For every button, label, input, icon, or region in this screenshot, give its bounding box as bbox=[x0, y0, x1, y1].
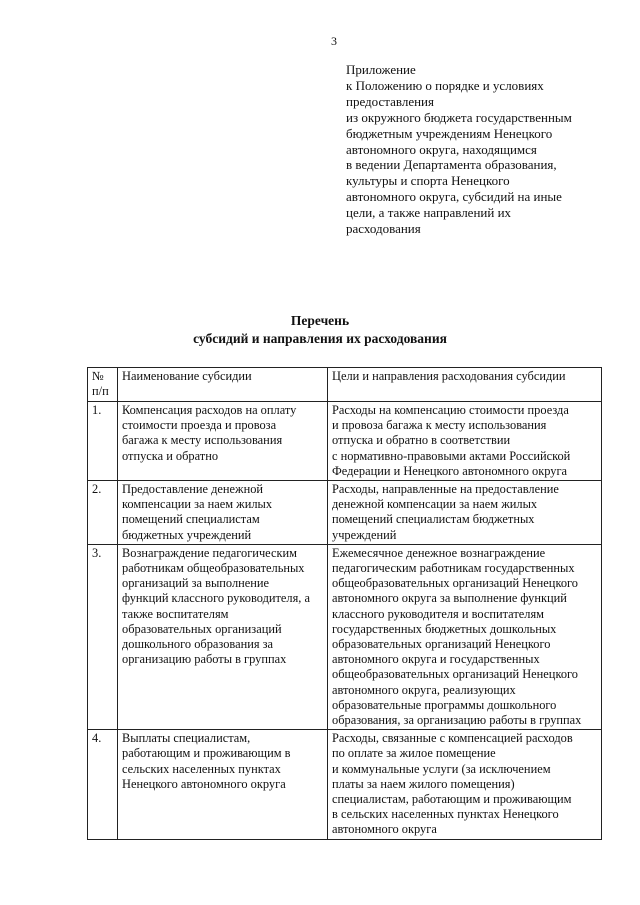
subsidy-name bbox=[118, 544, 328, 729]
subsidy-name bbox=[118, 730, 328, 839]
row-number bbox=[88, 544, 118, 729]
subsidy-name-line: отпуска и обратно bbox=[122, 448, 219, 463]
subsidy-name-line: работникам общеобразовательных bbox=[122, 561, 305, 576]
appendix-line: в ведении Департамента образования, bbox=[346, 157, 557, 173]
subsidy-name-line: компенсации за наем жилых bbox=[122, 497, 273, 512]
subsidy-purpose bbox=[328, 402, 602, 481]
subsidy-name-line: сельских населенных пунктах bbox=[122, 761, 281, 776]
subsidy-name-line: организаций за выполнение bbox=[122, 576, 270, 591]
subsidy-purpose-line: Расходы, связанные с компенсацией расходов bbox=[332, 731, 573, 746]
subsidy-purpose-line: и провоза багажа к месту использования bbox=[332, 418, 547, 433]
appendix-heading bbox=[346, 62, 626, 237]
row-number bbox=[88, 481, 118, 545]
table-row bbox=[88, 481, 602, 545]
subsidy-name-line: стоимости проезда и провоза bbox=[122, 418, 277, 433]
subsidy-purpose-line: образовательных организаций Ненецкого bbox=[332, 637, 551, 652]
subsidy-purpose-line: Расходы на компенсацию стоимости проезда bbox=[332, 403, 569, 417]
subsidy-name-line: образовательных организаций bbox=[122, 621, 282, 636]
header-number-line: п/п bbox=[92, 384, 109, 399]
subsidy-purpose-line: автономного округа bbox=[332, 822, 437, 837]
row-number-text: 2. bbox=[92, 482, 102, 497]
subsidy-name-line: организацию работы в группах bbox=[122, 652, 287, 667]
appendix-line: цели, а также направлений их bbox=[346, 205, 512, 221]
subsidy-name-line: Выплаты специалистам, bbox=[122, 731, 251, 746]
row-number bbox=[88, 730, 118, 839]
subsidy-purpose-line: отпуска и обратно в соответствии bbox=[332, 433, 511, 448]
table-header-row bbox=[88, 368, 602, 402]
subsidy-purpose-line: с нормативно-правовыми актами Российской bbox=[332, 448, 571, 463]
subsidy-name-line: Компенсация расходов на оплату bbox=[122, 403, 297, 417]
subsidy-purpose-line: платы за наем жилого помещения) bbox=[332, 776, 515, 791]
subsidy-purpose-line: педагогическим работникам государственных bbox=[332, 561, 575, 576]
subsidy-name-line: Ненецкого автономного округа bbox=[122, 776, 286, 791]
appendix-line: культуры и спорта Ненецкого bbox=[346, 173, 510, 189]
subsidy-purpose-line: автономного округа за выполнение функций bbox=[332, 591, 567, 606]
subsidy-purpose-line: общеобразовательных организаций Ненецкого bbox=[332, 576, 578, 591]
appendix-line: к Положению о порядке и условиях bbox=[346, 77, 544, 93]
subsidy-purpose-line: учреждений bbox=[332, 527, 397, 542]
row-number-text: 4. bbox=[92, 731, 102, 746]
subsidy-purpose-line: образовательные программы дошкольного bbox=[332, 697, 557, 712]
subsidy-name-line: Предоставление денежной bbox=[122, 482, 264, 497]
header-purpose-line: Цели и направления расходования субсидии bbox=[332, 369, 566, 383]
subsidy-purpose bbox=[328, 481, 602, 545]
subsidy-purpose-line: государственных бюджетных дошкольных bbox=[332, 621, 557, 636]
header-purpose bbox=[328, 368, 602, 402]
header-number bbox=[88, 368, 118, 402]
table-row bbox=[88, 402, 602, 481]
subsidy-purpose bbox=[328, 544, 602, 729]
appendix-line: бюджетным учреждениям Ненецкого bbox=[346, 125, 553, 141]
subsidy-purpose-line: специалистам, работающим и проживающим bbox=[332, 792, 572, 807]
subsidy-name-line: багажа к месту использования bbox=[122, 433, 283, 448]
subsidy-name-line: также воспитателям bbox=[122, 606, 229, 621]
subsidy-purpose-line: Расходы, направленные на предоставление bbox=[332, 482, 559, 497]
subsidy-purpose-line: образования, за организацию работы в группах bbox=[332, 713, 582, 728]
appendix-line: из окружного бюджета государственным bbox=[346, 109, 572, 125]
document-subtitle: субсидий и направления их расходования bbox=[193, 331, 447, 346]
appendix-line: Приложение bbox=[346, 62, 416, 77]
subsidy-purpose-line: помещений специалистам бюджетных bbox=[332, 512, 535, 527]
header-name-line: Наименование субсидии bbox=[122, 369, 252, 383]
subsidy-name-line: Вознаграждение педагогическим bbox=[122, 545, 297, 560]
subsidy-name-line: функций классного руководителя, а bbox=[122, 591, 310, 606]
table-row bbox=[88, 544, 602, 729]
subsidy-purpose-line: Ежемесячное денежное вознаграждение bbox=[332, 545, 546, 560]
subsidy-purpose-line: общеобразовательных организаций Ненецкого bbox=[332, 667, 578, 682]
row-number bbox=[88, 402, 118, 481]
header-name bbox=[118, 368, 328, 402]
subsidy-name bbox=[118, 481, 328, 545]
row-number-text: 3. bbox=[92, 545, 102, 560]
subsidy-purpose-line: Федерации и Ненецкого автономного округа bbox=[332, 463, 568, 478]
subsidy-purpose-line: классного руководителя и воспитателям bbox=[332, 606, 544, 621]
header-number-line: № bbox=[92, 369, 104, 383]
row-number-text: 1. bbox=[92, 403, 102, 417]
appendix-line: автономного округа, субсидий на иные bbox=[346, 189, 562, 205]
subsidies-table bbox=[87, 367, 602, 840]
appendix-line: расходования bbox=[346, 221, 421, 237]
subsidy-purpose-line: по оплате за жилое помещение bbox=[332, 746, 496, 761]
subsidy-purpose-line: автономного округа и государственных bbox=[332, 652, 540, 667]
subsidy-name-line: помещений специалистам bbox=[122, 512, 260, 527]
subsidy-name-line: дошкольного образования за bbox=[122, 637, 274, 652]
subsidy-purpose-line: в сельских населенных пунктах Ненецкого bbox=[332, 807, 559, 822]
subsidy-purpose bbox=[328, 730, 602, 839]
subsidy-name-line: работающим и проживающим в bbox=[122, 746, 291, 761]
subsidy-name bbox=[118, 402, 328, 481]
subsidy-purpose-line: денежной компенсации за наем жилых bbox=[332, 497, 538, 512]
document-title: Перечень bbox=[290, 313, 350, 328]
appendix-line: предоставления bbox=[346, 93, 434, 109]
subsidy-purpose-line: и коммунальные услуги (за исключением bbox=[332, 761, 551, 776]
table-row bbox=[88, 730, 602, 839]
subsidy-name-line: бюджетных учреждений bbox=[122, 527, 252, 542]
subsidy-purpose-line: автономного округа, реализующих bbox=[332, 682, 516, 697]
appendix-line: автономного округа, находящимся bbox=[346, 141, 537, 157]
page-number: 3 bbox=[331, 34, 337, 48]
